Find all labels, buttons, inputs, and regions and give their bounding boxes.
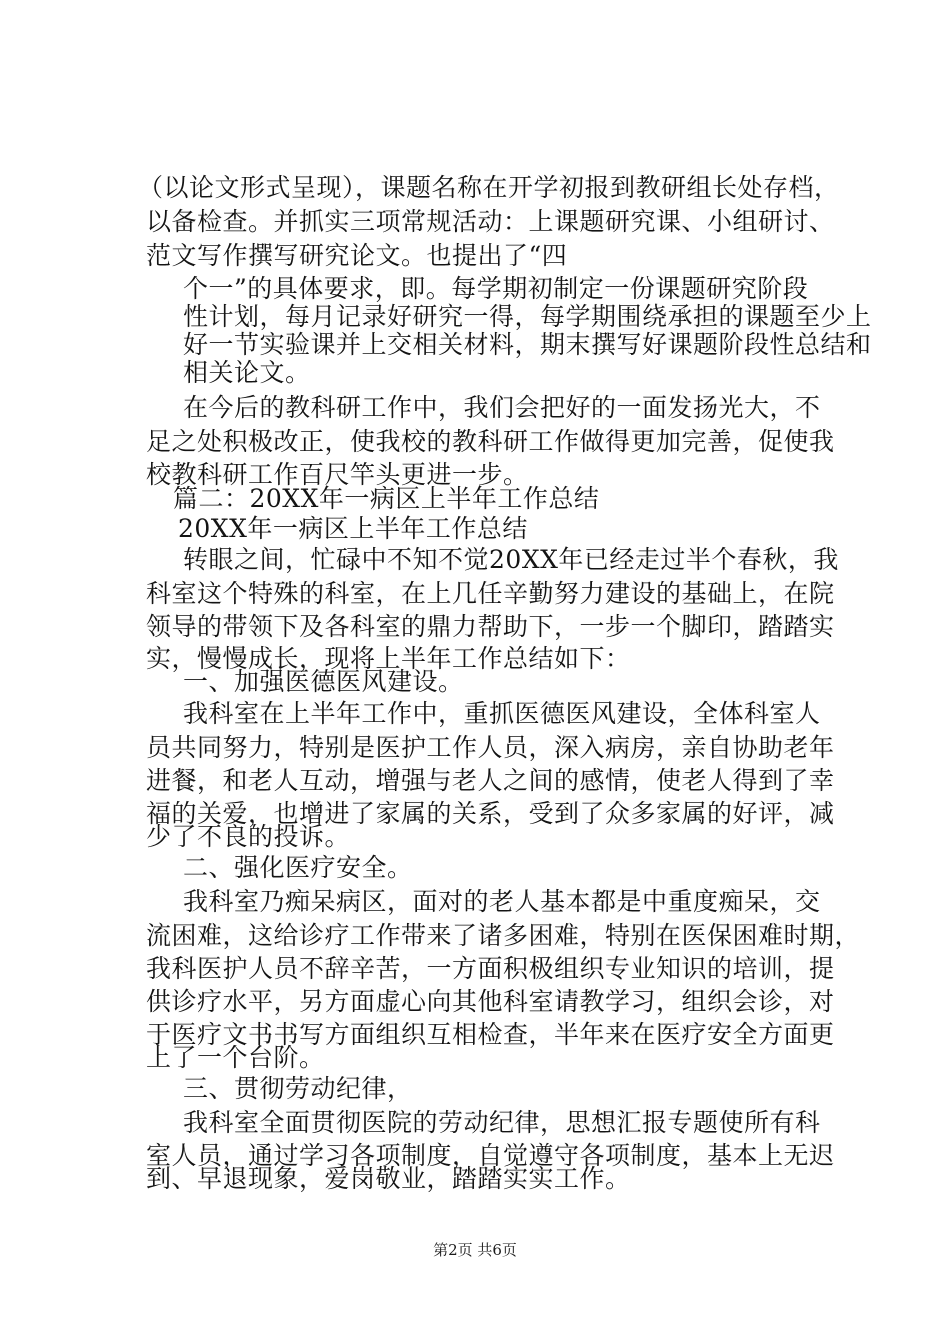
section-heading: 20XX年一病区上半年工作总结 [178, 514, 528, 543]
text-line: 科室这个特殊的科室，在上几任辛勤努力建设的基础上，在院 [146, 579, 835, 608]
page-number-footer: 第2页 共6页 [433, 1241, 517, 1259]
section-heading: 一、加强医德医风建设。 [183, 667, 464, 696]
text-line: 个一”的具体要求，即。每学期初制定一份课题研究阶段 [183, 274, 809, 303]
text-line: 流困难，这给诊疗工作带来了诸多困难，特别在医保困难时期， [146, 921, 861, 950]
text-line: 我科医护人员不辞辛苦，一方面积极组织专业知识的培训，提 [146, 954, 835, 983]
section-heading: 三、贯彻劳动纪律， [183, 1074, 413, 1103]
text-line: 福的关爱，也增进了家属的关系，受到了众多家属的好评，减 [146, 799, 835, 828]
text-line: 范文写作撰写研究论文。也提出了“四 [146, 241, 568, 270]
text-line: （以论文形式呈现），课题名称在开学初报到教研组长处存档， [138, 173, 840, 202]
text-line: 我科室乃痴呆病区，面对的老人基本都是中重度痴呆，交 [183, 887, 821, 916]
section-heading: 篇二：20XX年一病区上半年工作总结 [173, 484, 600, 513]
section-heading: 二、强化医疗安全。 [183, 853, 413, 882]
text-line: 上了一个台阶。 [146, 1043, 325, 1072]
text-line: 于医疗文书书写方面组织互相检查，半年来在医疗安全方面更 [146, 1020, 835, 1049]
text-line: 好一节实验课并上交相关材料，期末撰写好课题阶段性总结和 [183, 330, 872, 359]
text-line: 性计划，每月记录好研究一得，每学期围绕承担的课题至少上 [183, 302, 872, 331]
text-line: 实，慢慢成长，现将上半年工作总结如下： [146, 644, 631, 673]
text-line: 以备检查。并抓实三项常规活动：上课题研究课、小组研讨、 [146, 207, 835, 236]
text-line: 转眼之间，忙碌中不知不觉20XX年已经走过半个春秋，我 [183, 545, 839, 574]
text-line: 进餐，和老人互动，增强与老人之间的感情，使老人得到了幸 [146, 766, 835, 795]
text-line: 校教科研工作百尺竿头更进一步。 [146, 460, 529, 489]
text-line: 我科室在上半年工作中，重抓医德医风建设，全体科室人 [183, 699, 821, 728]
text-line: 相关论文。 [183, 358, 311, 387]
text-line: 室人员，通过学习各项制度，自觉遵守各项制度，基本上无迟 [146, 1141, 835, 1170]
text-line: 少了不良的投诉。 [146, 822, 351, 851]
text-line: 我科室全面贯彻医院的劳动纪律，思想汇报专题使所有科 [183, 1108, 821, 1137]
text-line: 员共同努力，特别是医护工作人员，深入病房，亲自协助老年 [146, 733, 835, 762]
text-line: 到、早退现象，爱岗敬业，踏踏实实工作。 [146, 1164, 631, 1193]
text-line: 足之处积极改正，使我校的教科研工作做得更加完善，促使我 [146, 427, 835, 456]
text-line: 领导的带领下及各科室的鼎力帮助下，一步一个脚印，踏踏实 [146, 612, 835, 641]
text-line: 在今后的教科研工作中，我们会把好的一面发扬光大，不 [183, 393, 821, 422]
text-line: 供诊疗水平，另方面虚心向其他科室请教学习，组织会诊，对 [146, 987, 835, 1016]
